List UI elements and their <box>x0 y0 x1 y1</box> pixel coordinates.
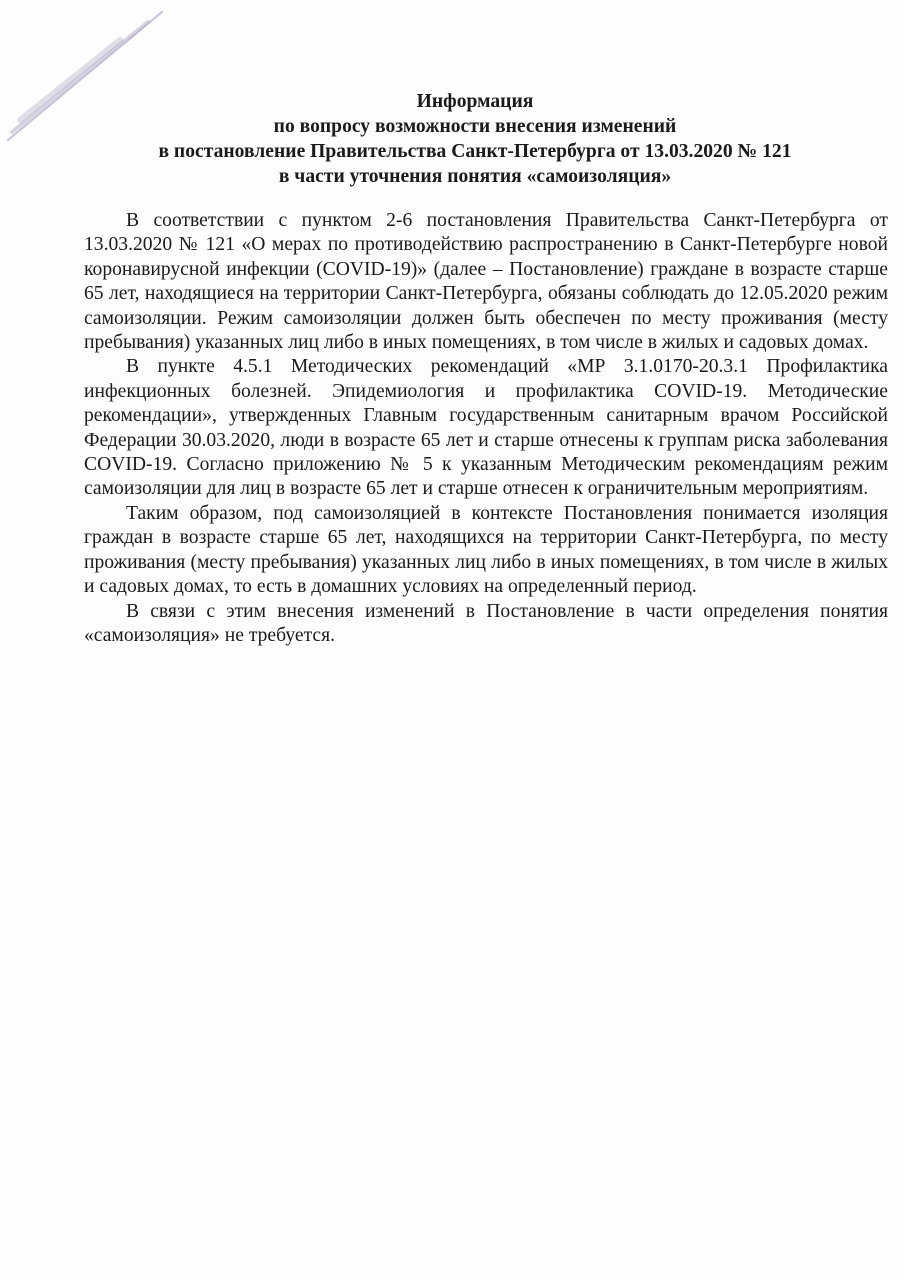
title-line-2: по вопросу возможности внесения изменений <box>273 116 677 137</box>
document-title <box>70 89 880 189</box>
paragraph-2: В пункте 4.5.1 Методических рекомендаций «МР 3.1.0170-20.3.1 Профилактика инфекционных болезней. Эпидемиология и профилактика COVID-19. Методические рекомендации», утвержденных Главным государственным санитарным врачом Российской Федерации 30.03.2020, люди в возрасте 65 лет и старше отнесены к группам риска заболевания COVID-19. Согласно приложению № 5 к указанным Методическим рекомендациям режим самоизоляции для лиц в возрасте 65 лет и старше отнесен к ограничительным мероприятиям. <box>84 356 888 500</box>
paragraph-1: В соответствии с пунктом 2-6 постановления Правительства Санкт-Петербурга от 13.03.2020 № 121 «О мерах по противодействию распространению в Санкт-Петербурге новой коронавирусной инфекции (COVID-19)» (далее – Постановление) граждане в возрасте старше 65 лет, находящиеся на территории Санкт-Петербурга, обязаны соблюдать до 12.05.2020 режим самоизоляции. Режим самоизоляции должен быть обеспечен по месту проживания (месту пребывания) указанных лиц либо в иных помещениях, в том числе в жилых и садовых домах. <box>84 210 888 354</box>
document-body <box>84 209 888 648</box>
title-line-3: в постановление Правительства Санкт-Петербурга от 13.03.2020 № 121 <box>158 141 792 162</box>
title-line-4: в части уточнения понятия «самоизоляция» <box>278 166 672 187</box>
paragraph-4: В связи с этим внесения изменений в Постановление в части определения понятия «самоизоляция» не требуется. <box>84 600 888 646</box>
title-line-1: Информация <box>416 91 534 112</box>
paragraph-3: Таким образом, под самоизоляцией в контексте Постановления понимается изоляция граждан в возрасте старше 65 лет, находящихся на территории Санкт-Петербурга, по месту проживания (месту пребывания) указанных лиц либо в иных помещениях, в том числе в жилых и садовых домах, то есть в домашних условиях на определенный период. <box>84 502 888 598</box>
